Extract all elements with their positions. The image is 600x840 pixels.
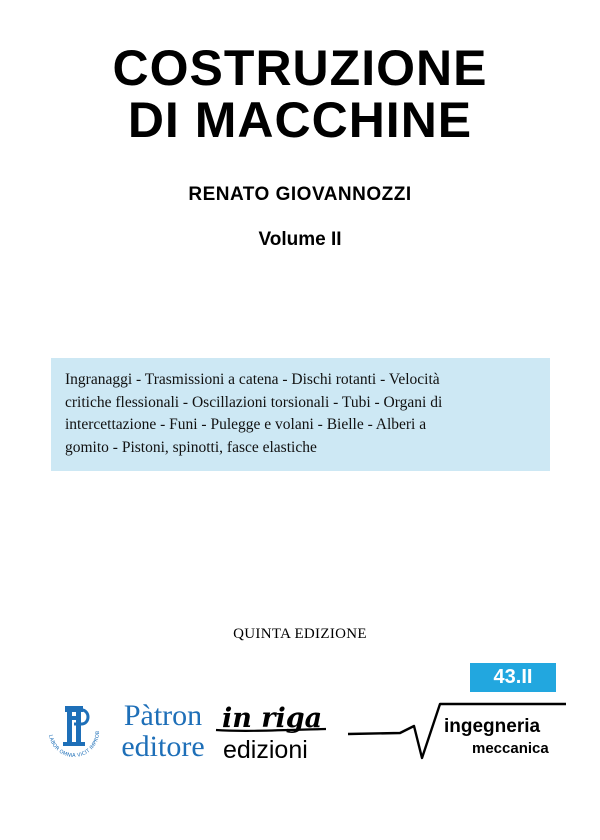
topics-box [51,358,550,471]
topics-line: Ingranaggi - Trasmissioni a catena - Dischi rotanti - Velocità [65,371,440,388]
topics-line: gomito - Pistoni, spinotti, fasce elastiche [65,438,317,456]
book-title [0,42,600,146]
author-name: RENATO GIOVANNOZZI [188,184,412,205]
series-subject-line-2: meccanica [472,740,549,757]
topics-line: intercettazione - Funi - Pulegge e volani - Bielle - Alberi a [65,416,427,433]
patron-seal-logo [43,702,105,766]
in-riga-brand: in riga [222,703,323,734]
volume-label: Volume II [258,229,342,250]
title-line-1: COSTRUZIONE [112,40,488,96]
title-line-2: DI MACCHINE [127,92,473,148]
svg-text:LABOR OMNIA VICIT IMPROBUS: LABOR OMNIA VICIT IMPROB [47,730,102,760]
publisher-name [108,700,218,762]
publisher-name-line-2: editore [121,730,205,763]
edition-label: QUINTA EDIZIONE [233,626,367,642]
in-riga-edizioni: edizioni [223,736,308,764]
topics-line: critiche flessionali - Oscillazioni torsionali - Tubi - Organi di [65,393,443,411]
series-number-badge: 43.II [470,663,556,692]
publisher-name-line-1: Pàtron [123,699,203,732]
series-subject-line-1: ingegneria [444,716,541,737]
